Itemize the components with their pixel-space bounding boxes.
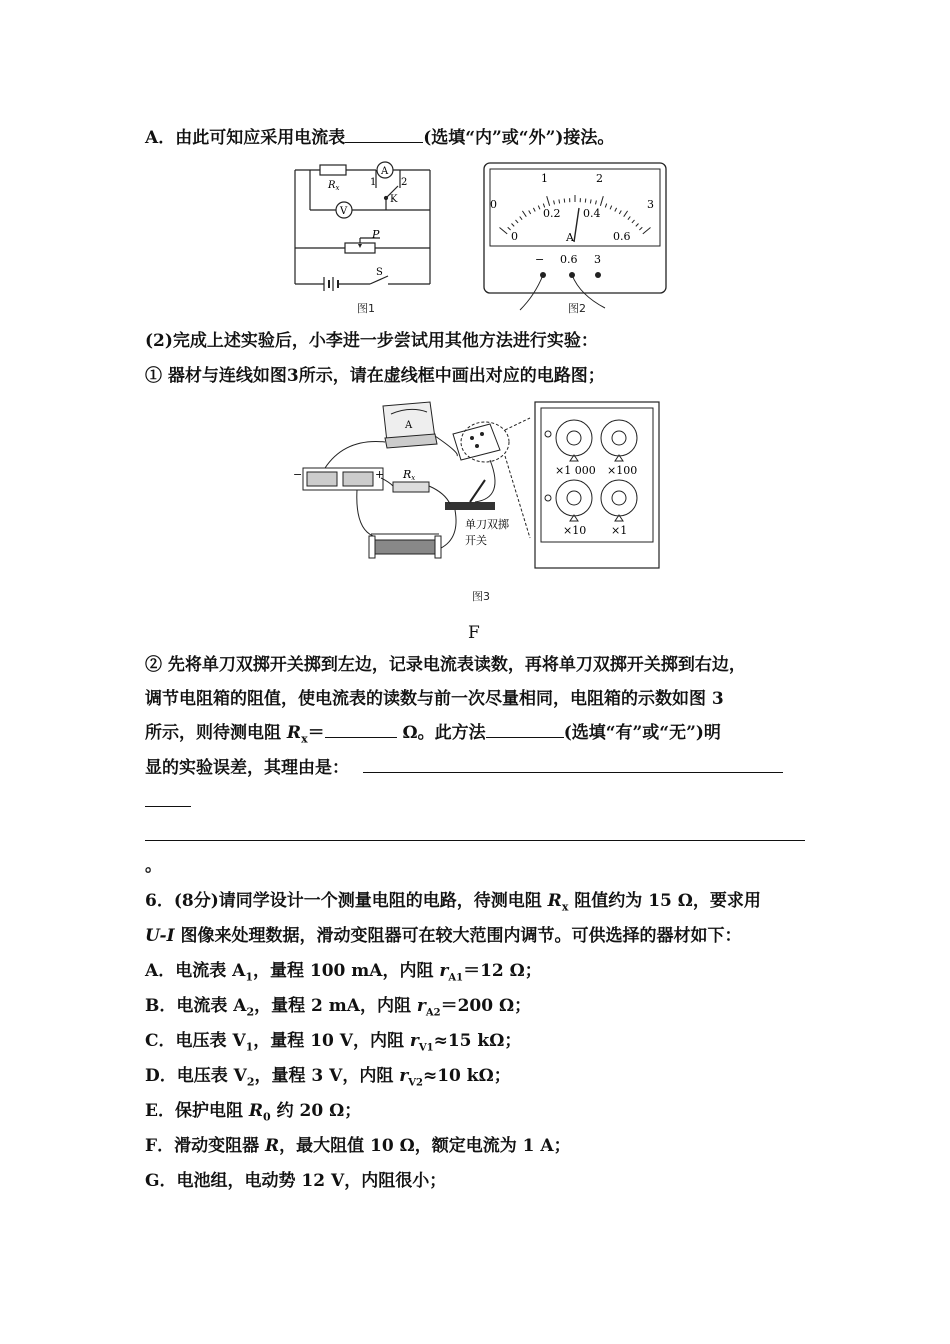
unit-label: A: [566, 231, 574, 244]
figure-2-caption: 图2: [568, 302, 586, 315]
option-c: C．电压表 $V_1$，量程 10 V，内阻 $r_{V1}\approx 15$ kΩ；: [145, 1031, 522, 1054]
dial-label-1000: ×1 000: [555, 464, 596, 477]
blank-error[interactable]: [486, 721, 564, 738]
dial-tick: [590, 199, 591, 203]
blank-connection[interactable]: [345, 126, 423, 143]
fig3-resistance-box-large: [535, 402, 659, 568]
terminal-0-6: 0.6: [560, 253, 578, 266]
bottom-scale-0: 0: [511, 230, 518, 243]
option-g: G．电池组，电动势 12 V，内阻很小；: [145, 1171, 447, 1191]
bottom-scale-3: 0.6: [613, 230, 631, 243]
reason-line-continued[interactable]: [145, 806, 191, 807]
bottom-scale-1: 0.2: [543, 207, 561, 220]
dial-label-10: ×10: [563, 524, 587, 537]
step-2-line-3: 所示，则待测电阻 $R_x= \Omega$。此方法 (选填“有”或“无”)明: [145, 723, 721, 746]
fig3-plus: +: [375, 468, 385, 481]
fig1-rx-label: $R_x$: [328, 180, 340, 192]
fig3-rx-label: Rx: [403, 468, 416, 482]
bottom-scale-2: 0.4: [583, 207, 601, 220]
fig1-k-label: K: [390, 194, 398, 205]
fig1-s-label: S: [376, 267, 383, 278]
fig3-switch: [445, 480, 495, 510]
part-2-intro: (2)完成上述实验后，小李进一步尝试用其他方法进行实验：: [145, 331, 598, 351]
top-scale-0: 0: [490, 198, 497, 211]
fig1-p-label: P: [372, 228, 380, 241]
option-e: E．保护电阻 $R_0$ 约 20 Ω；: [145, 1101, 362, 1124]
blank-rx-value[interactable]: [325, 721, 397, 738]
figure-2-ammeter: [480, 160, 670, 312]
part-2-step-1: ① 器材与连线如图3所示，请在虚线框中画出对应的电路图；: [145, 366, 605, 386]
option-b: B．电流表 $A_2$，量程 2 mA，内阻 $r_{A2}=200$ Ω；: [145, 996, 532, 1019]
figure-3-caption: 图3: [472, 590, 490, 603]
fig3-resistance-box-small: [453, 424, 500, 460]
figure-3-apparatus: [285, 398, 665, 578]
fig3-rheostat: [369, 534, 441, 558]
reason-line-2[interactable]: [145, 840, 805, 841]
f-marker: F: [468, 623, 480, 643]
terminal-minus: −: [535, 253, 545, 266]
option-f: F．滑动变阻器 R，最大阻值 10 Ω，额定电流为 1 A；: [145, 1136, 571, 1156]
option-d: D．电压表 $V_2$，量程 3 V，内阻 $r_{V2}\approx 10$ kΩ；: [145, 1066, 511, 1089]
top-scale-2: 2: [596, 172, 603, 185]
fig3-resistor: [393, 482, 429, 492]
fig3-switch-label-2: 开关: [465, 534, 487, 547]
blank-reason[interactable]: [363, 756, 783, 773]
dial-tick: [559, 199, 560, 203]
figure-1-circuit: [290, 158, 440, 298]
fig3-switch-label-1: 单刀双掷: [465, 518, 509, 531]
fig1-terminal-1: 1: [370, 177, 377, 188]
step-2-line-4: 显的实验误差，其理由是：: [145, 756, 783, 779]
fig1-voltmeter-label: V: [340, 206, 348, 217]
question-6-line-2: U-I 图像来处理数据，滑动变阻器可在较大范围内调节。可供选择的器材如下：: [145, 926, 742, 946]
option-a: A．电流表 $A_1$，量程 100 mA，内阻 $r_{A1}=12$ Ω；: [145, 961, 542, 984]
fig3-ammeter-label: A: [405, 420, 413, 431]
question-6-line-1: 6．(8分)请同学设计一个测量电阻的电路，待测电阻 $R_x$ 阻值约为 15 Ω，要求用: [145, 891, 761, 914]
fig1-terminal-2: 2: [401, 177, 408, 188]
dial-label-100: ×100: [607, 464, 638, 477]
fig3-minus: −: [293, 468, 303, 481]
top-scale-3: 3: [647, 198, 654, 211]
dial-tick: [585, 199, 586, 203]
fig3-battery: [303, 468, 383, 490]
terminal-3: 3: [594, 253, 601, 266]
top-scale-1: 1: [541, 172, 548, 185]
answer-line-a: A．由此可知应采用电流表 (选填“内”或“外”)接法。: [145, 128, 615, 148]
fig1-ammeter-label: A: [381, 166, 389, 177]
figure-1-caption: 图1: [357, 302, 375, 315]
reason-end: 。: [145, 856, 162, 876]
dial-label-1: ×1: [611, 524, 628, 537]
dial-tick: [564, 199, 565, 203]
step-2-line-1: ② 先将单刀双掷开关掷到左边，记录电流表读数，再将单刀双掷开关掷到右边，: [145, 655, 746, 675]
step-2-line-2: 调节电阻箱的阻值，使电流表的读数与前一次尽量相同，电阻箱的示数如图 3: [145, 689, 724, 709]
